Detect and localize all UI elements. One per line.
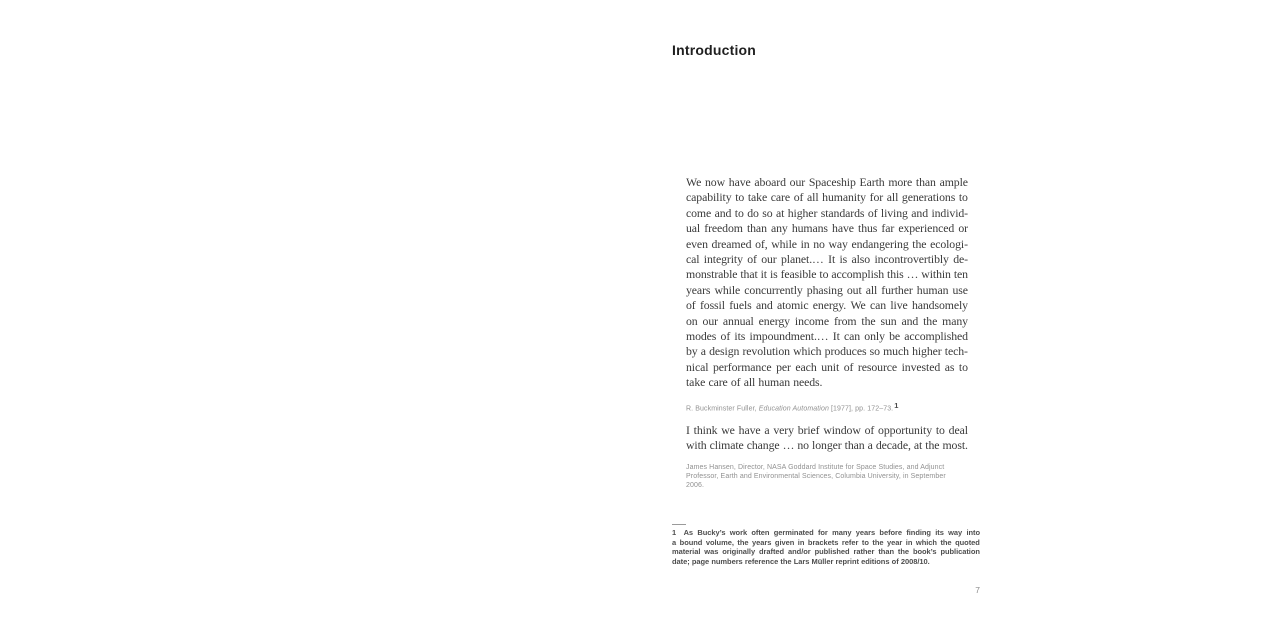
quote-line: with climate change … no longer than a decade, at the most. xyxy=(686,438,968,453)
quote-line: of fossil fuels and atomic energy. We can live handsomely xyxy=(686,298,968,313)
footnote-reference-superscript: 1 xyxy=(894,401,899,410)
attribution-line: James Hansen, Director, NASA Goddard Institute for Space Studies, and Adjunct xyxy=(686,464,945,471)
hansen-quote-attribution xyxy=(686,463,976,491)
quote-line: monstrable that it is feasible to accomplish this … within ten xyxy=(686,267,968,282)
quote-line: come and to do so at higher standards of living and individ- xyxy=(686,205,968,220)
quote-line: by a design revolution which produces so much higher tech- xyxy=(686,344,968,359)
fuller-quote-attribution xyxy=(686,401,976,414)
quote-line: cal integrity of our planet.… It is also incontrovertibly de- xyxy=(686,252,968,267)
quote-line: modes of its impoundment.… It can only be accomplished xyxy=(686,329,968,344)
quote-line: on our annual energy income from the sun and the many xyxy=(686,313,968,328)
quote-line: ual freedom than any humans have thus far experienced or xyxy=(686,221,968,236)
footnote-divider-rule xyxy=(672,524,686,525)
attribution-pages: [1977], pp. 172–73. xyxy=(828,405,894,413)
quote-line: nical performance per each unit of resource invested as to xyxy=(686,359,968,374)
footnote-line: 1 As Bucky’s work often germinated for many years before finding its way into xyxy=(672,528,980,537)
page-number: 7 xyxy=(975,585,980,595)
page-title: Introduction xyxy=(672,42,757,58)
attribution-author: R. Buckminster Fuller, xyxy=(686,405,759,413)
attribution-line: 2006. xyxy=(686,482,705,490)
fuller-quote xyxy=(686,175,968,391)
footnote-line: a bound volume, the years given in brackets refer to the year in which the quoted xyxy=(672,537,980,547)
attribution-line: Professor, Earth and Environmental Sciences, Columbia University, in September xyxy=(686,473,946,481)
quote-line: I think we have a very brief window of opportunity to deal xyxy=(686,423,968,437)
footnote xyxy=(672,528,980,567)
quote-line: capability to take care of all humanity for all generations to xyxy=(686,190,968,205)
footnote-line: date; page numbers reference the Lars Müller reprint editions of 2008/10. xyxy=(672,557,930,567)
attribution-work-title: Education Automation xyxy=(758,405,829,413)
quote-line: take care of all human needs. xyxy=(686,375,823,390)
quote-line: years while concurrently phasing out all further human use xyxy=(686,282,968,297)
quote-line: We now have aboard our Spaceship Earth more than ample xyxy=(686,175,968,189)
hansen-quote xyxy=(686,423,968,454)
quote-line: even dreamed of, while in no way endangering the ecologi- xyxy=(686,236,968,251)
footnote-line: material was originally drafted and/or published rather than the book’s publication xyxy=(672,547,980,557)
